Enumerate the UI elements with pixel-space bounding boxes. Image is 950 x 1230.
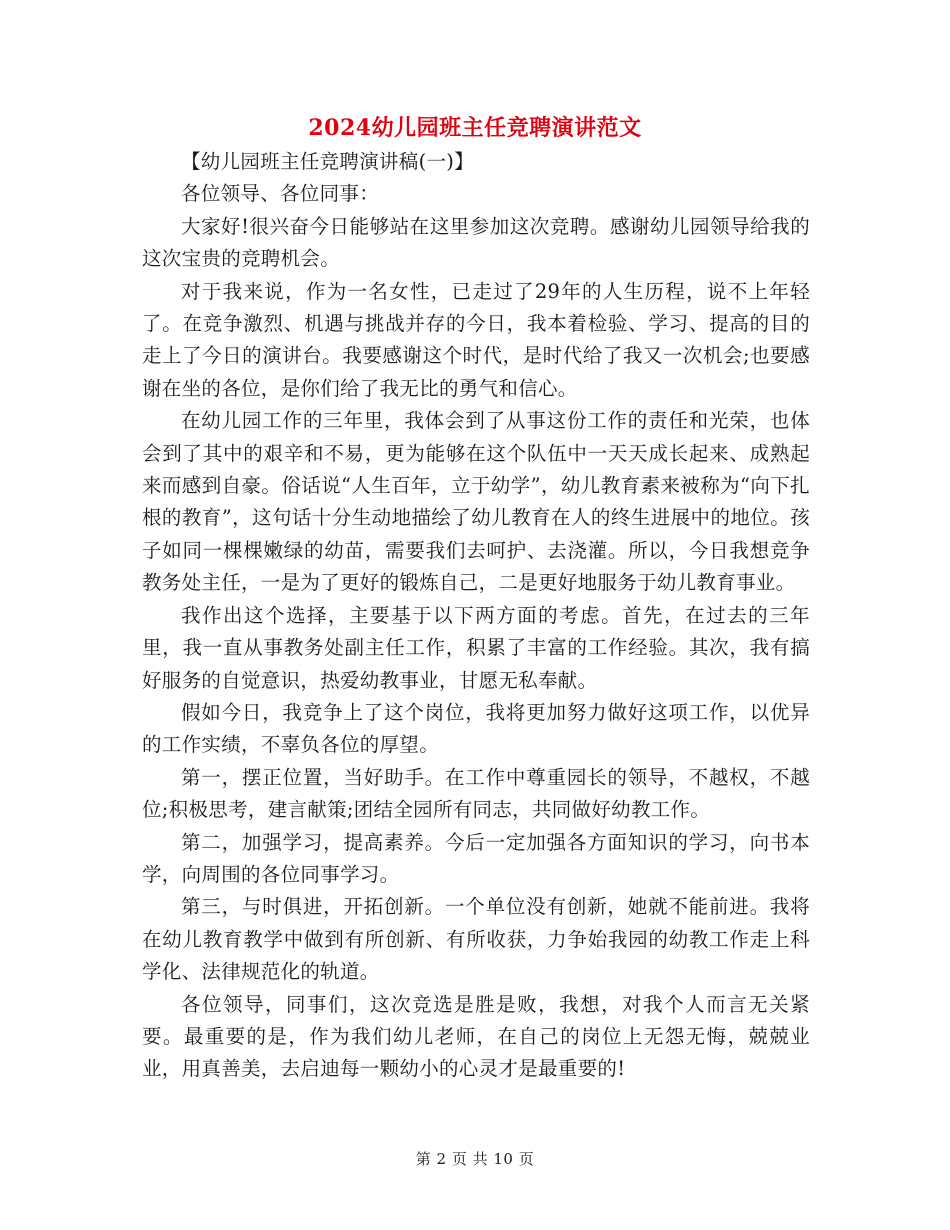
document-body — [142, 146, 810, 1086]
paragraph: 大家好!很兴奋今日能够站在这里参加这次竞聘。感谢幼儿园领导给我的这次宝贵的竞聘机会。 — [142, 214, 810, 271]
paragraph: 第二，加强学习，提高素养。今后一定加强各方面知识的学习，向书本学，向周围的各位同事学习。 — [142, 830, 810, 886]
section-heading: 【幼儿园班主任竞聘演讲稿(一)】 — [181, 150, 475, 173]
salutation: 各位领导、各位同事： — [181, 182, 380, 206]
page-number: 第 2 页 共 10 页 — [415, 1150, 535, 1168]
paragraph: 假如今日，我竞争上了这个岗位，我将更加努力做好这项工作，以优异的工作实绩，不辜负各位的厚望。 — [142, 700, 810, 757]
paragraph: 在幼儿园工作的三年里，我体会到了从事这份工作的责任和光荣，也体会到了其中的艰辛和不易，更为能够在这个队伍中一天天成长起来、成熟起来而感到自豪。俗话说“人生百年，立于幼学”，幼儿教育素来被称为“向下扎根的教育”，这句话十分生动地描绘了幼儿教育在人的终生进展中的地位。孩子如同一棵棵嫩绿的幼苗，需要我们去呵护、去浇灌。所以，今日我想竞争教务处主任，一是为了更好的锻炼自己，二是更好地服务于幼儿教育事业。 — [142, 409, 810, 595]
paragraph: 各位领导，同事们，这次竞选是胜是败，我想，对我个人而言无关紧要。最重要的是，作为我们幼儿老师，在自己的岗位上无怨无悔，兢兢业业，用真善美，去启迪每一颗幼小的心灵才是最重要的! — [142, 992, 810, 1081]
paragraph: 第一，摆正位置，当好助手。在工作中尊重园长的领导，不越权，不越位;积极思考，建言献策;团结全园所有同志，共同做好幼教工作。 — [142, 765, 810, 822]
paragraph: 我作出这个选择，主要基于以下两方面的考虑。首先，在过去的三年里，我一直从事教务处副主任工作，积累了丰富的工作经验。其次，我有搞好服务的自觉意识，热爱幼教事业，甘愿无私奉献。 — [142, 603, 810, 692]
page-footer — [0, 1148, 950, 1169]
paragraph: 对于我来说，作为一名女性，已走过了29年的人生历程，说不上年轻了。在竞争激烈、机遇与挑战并存的今日，我本着检验、学习、提高的目的走上了今日的演讲台。我要感谢这个时代，是时代给了我又一次机会;也要感谢在坐的各位，是你们给了我无比的勇气和信心。 — [142, 279, 810, 400]
paragraph: 第三，与时俱进，开拓创新。一个单位没有创新，她就不能前进。我将在幼儿教育教学中做到有所创新、有所收获，力争始我园的幼教工作走上科学化、法律规范化的轨道。 — [142, 895, 810, 984]
document-title: 2024幼儿园班主任竞聘演讲范文 — [308, 115, 642, 141]
